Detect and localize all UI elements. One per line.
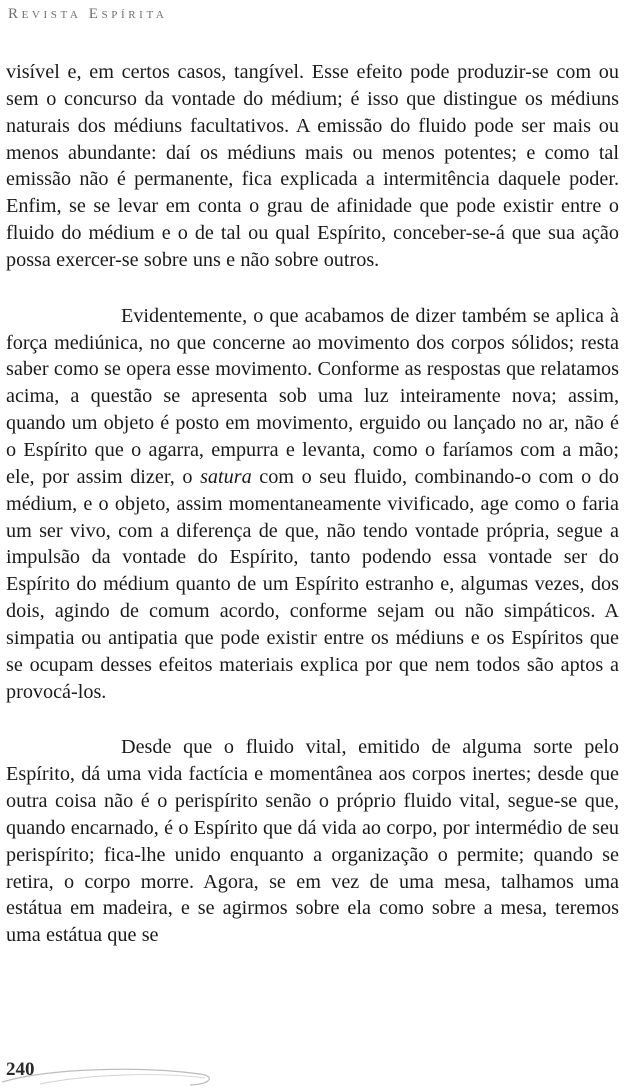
paragraph-2-part-1: Evidentemente, o que acabamos de dizer também se aplica à força mediúnica, no que concerne ao movimento dos corpos sólidos; resta saber como se opera esse movimento. Conforme as respostas que relatamos acima, a questão se apresenta sob uma luz inteiramente nova; assim, quando um objeto é posto em movimento, erguido ou lançado no ar, não é o Espírito que o agarra, empurra e levanta, como o faríamos com a mão; ele, por assim dizer, o xyxy=(6,304,619,488)
emphasis-satura: satura xyxy=(200,465,252,488)
paragraph-3: Desde que o fluido vital, emitido de alguma sorte pelo Espírito, dá uma vida factícia e momentânea aos corpos inertes; desde que outra coisa não é o perispírito senão o próprio fluido vital, segue-se que, quando encarnado, é o Espírito que dá vida ao corpo, por intermédio de seu perispírito; fica-lhe unido enquanto a organização o permite; quando se retira, o corpo morre. Agora, se em vez de uma mesa, talhamos uma estátua em madeira, e se agirmos sobre ela como sobre a mesa, teremos uma estátua que se xyxy=(6,736,619,947)
page-number: 240 xyxy=(6,1059,35,1080)
paragraph-2 xyxy=(6,303,619,706)
page-body xyxy=(6,59,619,949)
paragraph-1: visível e, em certos casos, tangível. Esse efeito pode produzir-se com ou sem o concurso da vontade do médium; é isso que distingue os médiuns naturais dos médiuns facultativos. A emissão do fluido pode ser mais ou menos abundante: daí os médiuns mais ou menos potentes; e como tal emissão não é permanente, fica explicada a intermitência daquele poder. Enfim, se se levar em conta o grau de afinidade que pode existir entre o fluido do médium e o de tal ou qual Espírito, conceber-se-á que sua ação possa exercer-se sobre uns e não sobre outros. xyxy=(6,61,619,271)
running-header: Revista Espírita xyxy=(8,6,168,22)
paragraph-spacer xyxy=(6,705,619,734)
paragraph-spacer xyxy=(6,274,619,303)
decorative-swoosh xyxy=(0,1060,230,1089)
paragraph-2-part-2: com o seu fluido, combinando-o com o do médium, e o objeto, assim momentaneamente vivificado, age como o faria um ser vivo, com a diferença de que, não tendo vontade própria, segue a impulsão da vontade do Espírito, tanto podendo essa vontade ser do Espírito do médium quanto de um Espírito estranho e, algumas vezes, dos dois, agindo de comum acordo, conforme sejam ou não simpáticos. A simpatia ou antipatia que pode existir entre os médiuns e os Espíritos que se ocupam desses efeitos materiais explica por que nem todos são aptos a provocá-los. xyxy=(6,465,619,703)
